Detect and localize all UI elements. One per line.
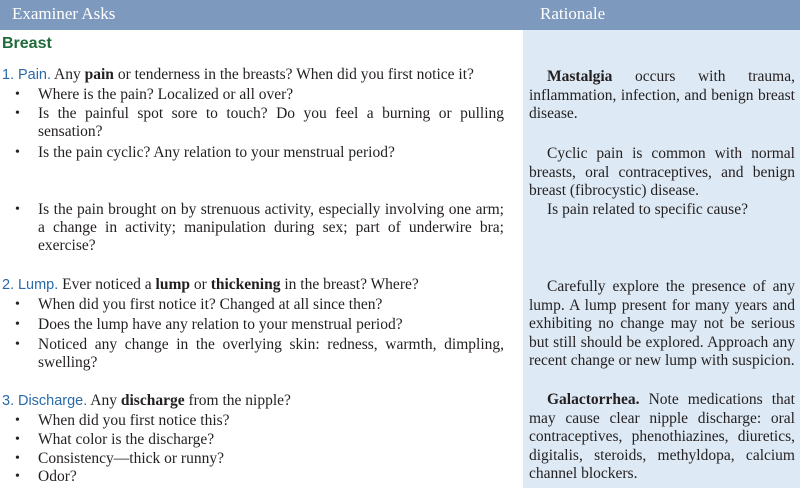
question-keyword: Pain. xyxy=(17,67,52,83)
bullet-icon: • xyxy=(15,413,20,428)
question-keyword: Lump. xyxy=(17,277,59,293)
question-text: Any xyxy=(51,66,85,83)
question-1 xyxy=(2,66,474,84)
question-term: thickening xyxy=(210,276,281,293)
list-item: Is the pain cyclic? Any relation to your menstrual period? xyxy=(38,144,395,161)
rationale-cyclic: Cyclic pain is common with normal breasts, oral contraceptives, and benign breast (fibrocystic) disease. xyxy=(529,145,795,200)
question-number: 2. xyxy=(2,277,15,293)
question-keyword: Discharge. xyxy=(17,393,88,409)
rationale-galactorrhea xyxy=(529,391,795,484)
bullet-icon: • xyxy=(15,106,20,121)
list-item: Noticed any change in the overlying skin: redness, warmth, dimpling, swelling? xyxy=(38,336,504,371)
rationale-term: Galactorrhea. xyxy=(547,391,640,408)
rationale-text: occurs with trauma, inflammation, infection, and benign breast disease. xyxy=(529,68,795,123)
rationale-term: Mastalgia xyxy=(547,68,613,85)
question-text: Any xyxy=(87,392,121,409)
table-header xyxy=(0,0,800,30)
list-item: Is the pain brought on by strenuous activity, especially involving one arm; a change in activity; manipulation during sex; part of underwire bra; exercise? xyxy=(38,201,504,254)
list-item: Consistency—thick or runny? xyxy=(38,450,224,467)
rationale-text: Note medications that may cause clear nipple discharge: oral contraceptives, phenothiazines, diuretics, digitalis, steroids, methyldopa, calcium channel blockers. xyxy=(529,391,795,483)
bullet-icon: • xyxy=(15,317,20,332)
list-item: When did you first notice it? Changed at all since then? xyxy=(38,296,383,313)
question-term: lump xyxy=(155,276,191,293)
header-examiner-asks: Examiner Asks xyxy=(12,4,116,23)
list-item: Odor? xyxy=(38,468,77,485)
list-item: When did you first notice this? xyxy=(38,412,230,429)
rationale-lump: Carefully explore the presence of any lump. A lump present for many years and exhibiting no change may not be serious but still should be explored. Approach any recent change or new lump with suspicion. xyxy=(529,278,795,370)
question-number: 3. xyxy=(2,393,15,409)
question-number: 1. xyxy=(2,67,15,83)
bullet-icon: • xyxy=(15,297,20,312)
question-text: in the breast? Where? xyxy=(280,276,419,293)
list-item: What color is the discharge? xyxy=(38,431,215,448)
bullet-icon: • xyxy=(15,145,20,160)
question-2 xyxy=(2,276,419,294)
bullet-icon: • xyxy=(15,337,20,352)
header-rationale: Rationale xyxy=(540,4,606,23)
list-item: Is the painful spot sore to touch? Do you feel a burning or pulling sensation? xyxy=(38,105,504,140)
question-3 xyxy=(2,392,291,410)
list-item: Where is the pain? Localized or all over? xyxy=(38,86,294,103)
rationale-mastalgia xyxy=(529,68,795,124)
bullet-icon: • xyxy=(15,202,20,217)
bullet-icon: • xyxy=(15,432,20,447)
question-text: or xyxy=(190,276,211,293)
question-text: or tenderness in the breasts? When did you first notice it? xyxy=(113,66,474,83)
question-term: discharge xyxy=(120,392,185,409)
question-text: Ever noticed a xyxy=(58,276,156,293)
bullet-icon: • xyxy=(15,451,20,466)
question-text: from the nipple? xyxy=(184,392,291,409)
question-term: pain xyxy=(84,66,114,83)
rationale-specific: Is pain related to specific cause? xyxy=(547,201,748,218)
list-item: Does the lump have any relation to your menstrual period? xyxy=(38,316,403,333)
bullet-icon: • xyxy=(15,469,20,484)
bullet-icon: • xyxy=(15,87,20,102)
section-title: Breast xyxy=(2,35,52,52)
